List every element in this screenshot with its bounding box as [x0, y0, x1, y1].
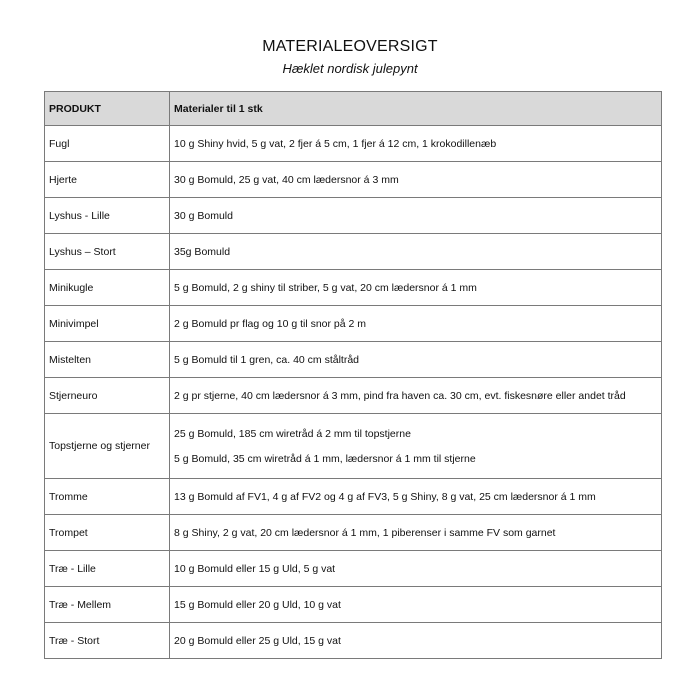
table-row — [45, 162, 662, 198]
materials-line: 10 g Bomuld eller 15 g Uld, 5 g vat — [174, 562, 336, 575]
materials-cell — [170, 234, 662, 270]
table-row — [45, 479, 662, 515]
table-row — [45, 587, 662, 623]
materials-cell — [170, 270, 662, 306]
table-body — [45, 126, 662, 659]
materials-cell — [170, 378, 662, 414]
materials-line: 30 g Bomuld, 25 g vat, 40 cm lædersnor á 3 mm — [174, 173, 399, 186]
product-cell: Tromme — [45, 479, 170, 515]
table-row — [45, 551, 662, 587]
table-row — [45, 270, 662, 306]
product-cell: Lyshus - Lille — [45, 198, 170, 234]
materials-line: 8 g Shiny, 2 g vat, 20 cm lædersnor á 1 mm, 1 piberenser i samme FV som garnet — [174, 526, 556, 539]
product-cell: Lyshus – Stort — [45, 234, 170, 270]
materials-line: 25 g Bomuld, 185 cm wiretråd á 2 mm til topstjerne — [174, 427, 411, 440]
materials-cell — [170, 414, 662, 479]
materials-cell — [170, 587, 662, 623]
product-cell: Træ - Lille — [45, 551, 170, 587]
product-cell: Topstjerne og stjerner — [45, 414, 170, 479]
materials-line: 35g Bomuld — [174, 245, 231, 258]
product-cell: Stjerneuro — [45, 378, 170, 414]
materials-cell — [170, 162, 662, 198]
materials-cell — [170, 479, 662, 515]
product-cell: Træ - Mellem — [45, 587, 170, 623]
product-cell: Mistelten — [45, 342, 170, 378]
materials-cell — [170, 126, 662, 162]
table-row — [45, 342, 662, 378]
table-row — [45, 234, 662, 270]
materials-cell — [170, 551, 662, 587]
materials-cell — [170, 198, 662, 234]
header-product: PRODUKT — [45, 92, 170, 126]
header-materials: Materialer til 1 stk — [170, 92, 662, 126]
materials-line: 5 g Bomuld, 35 cm wiretråd á 1 mm, lædersnor á 1 mm til stjerne — [174, 452, 476, 465]
materials-line: 10 g Shiny hvid, 5 g vat, 2 fjer á 5 cm, 1 fjer á 12 cm, 1 krokodillenæb — [174, 137, 497, 150]
product-cell: Trompet — [45, 515, 170, 551]
materials-line: 13 g Bomuld af FV1, 4 g af FV2 og 4 g af FV3, 5 g Shiny, 8 g vat, 25 cm lædersnor á 1 mm — [174, 490, 596, 503]
table-row — [45, 198, 662, 234]
document-title: MATERIALEOVERSIGT — [262, 38, 438, 55]
document-subtitle: Hæklet nordisk julepynt — [282, 61, 418, 76]
product-cell: Minivimpel — [45, 306, 170, 342]
materials-line: 2 g Bomuld pr flag og 10 g til snor på 2 m — [174, 317, 367, 330]
table-row — [45, 378, 662, 414]
materials-cell — [170, 306, 662, 342]
materials-cell — [170, 623, 662, 659]
materials-line: 5 g Bomuld, 2 g shiny til striber, 5 g vat, 20 cm lædersnor á 1 mm — [174, 281, 477, 294]
table-row — [45, 623, 662, 659]
materials-table — [44, 91, 662, 659]
table-row — [45, 126, 662, 162]
materials-line: 30 g Bomuld — [174, 209, 233, 222]
table-row — [45, 414, 662, 479]
table-header-row — [45, 92, 662, 126]
materials-line: 2 g pr stjerne, 40 cm lædersnor á 3 mm, pind fra haven ca. 30 cm, evt. fiskesnøre eller andet tråd — [174, 389, 626, 402]
product-cell: Minikugle — [45, 270, 170, 306]
product-cell: Hjerte — [45, 162, 170, 198]
materials-line: 5 g Bomuld til 1 gren, ca. 40 cm ståltråd — [174, 353, 360, 366]
materials-line: 15 g Bomuld eller 20 g Uld, 10 g vat — [174, 598, 341, 611]
materials-cell — [170, 342, 662, 378]
product-cell: Fugl — [45, 126, 170, 162]
table-row — [45, 306, 662, 342]
materials-line: 20 g Bomuld eller 25 g Uld, 15 g vat — [174, 634, 341, 647]
product-cell: Træ - Stort — [45, 623, 170, 659]
materials-cell — [170, 515, 662, 551]
table-row — [45, 515, 662, 551]
